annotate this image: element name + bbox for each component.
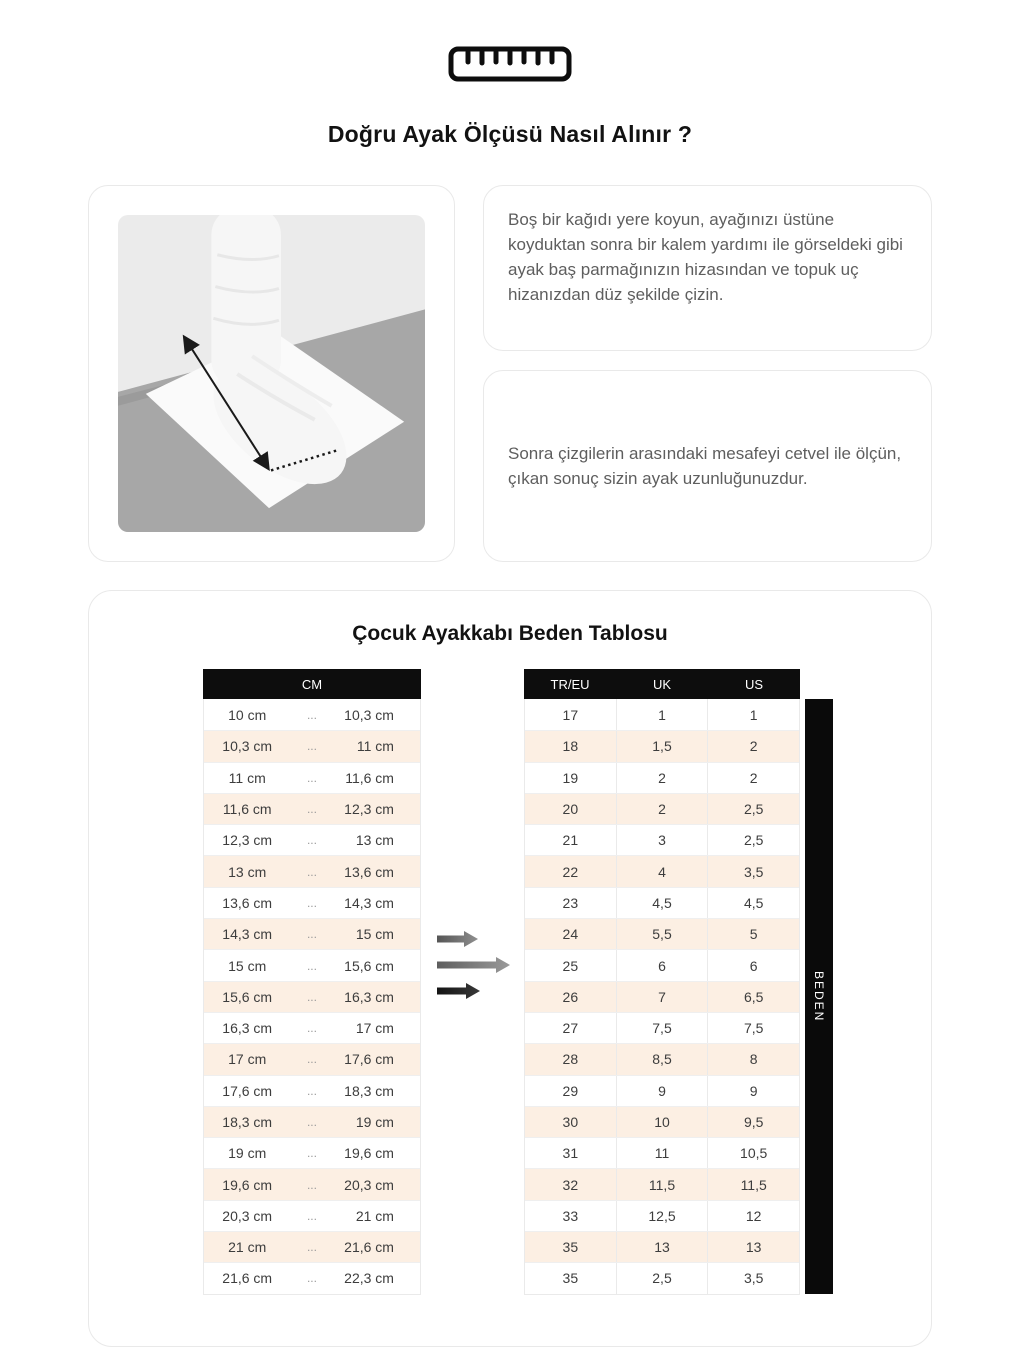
table-cell: ... <box>306 989 317 1004</box>
intl-size-table-row <box>525 887 799 918</box>
table-cell: 4,5 <box>707 888 799 918</box>
table-cell: 15 cm <box>355 926 394 943</box>
table-cell: 11,6 cm <box>222 801 272 818</box>
table-cell: 6 <box>616 950 708 980</box>
table-cell: 16,3 cm <box>222 1020 273 1037</box>
table-cell: 9,5 <box>707 1107 799 1137</box>
intl-size-table-row <box>525 1075 799 1106</box>
table-cell: 10,3 cm <box>344 706 394 723</box>
cm-table-row <box>204 1043 420 1074</box>
table-cell: 22 <box>562 863 579 880</box>
table-cell: 21 <box>562 832 579 849</box>
table-cell: 32 <box>562 1176 579 1193</box>
foot-measurement-illustration <box>118 215 425 532</box>
table-cell: 1,5 <box>616 731 708 761</box>
intl-size-table-body <box>524 699 800 1295</box>
ruler-icon <box>448 46 572 82</box>
intl-size-table-row <box>525 1262 799 1293</box>
table-cell: 13 <box>616 1232 708 1262</box>
table-cell: 21,6 cm <box>222 1270 273 1287</box>
table-cell: 11,6 cm <box>345 769 394 786</box>
cm-table-row <box>204 1075 420 1106</box>
intl-size-table-header <box>524 669 800 699</box>
table-cell: 18,3 cm <box>344 1082 394 1099</box>
instruction-cards <box>483 185 932 562</box>
table-cell: 17,6 cm <box>344 1051 394 1068</box>
table-cell: 7 <box>616 982 708 1012</box>
cm-table-row <box>204 730 420 761</box>
table-cell: 3,5 <box>707 1263 799 1293</box>
beden-side-bar <box>805 699 833 1294</box>
cm-table-row <box>204 1262 420 1293</box>
cm-table-body <box>203 699 421 1295</box>
table-cell: ... <box>306 1271 317 1286</box>
foot-measurement-photo <box>118 215 425 532</box>
table-cell: 35 <box>562 1239 579 1256</box>
header-uk: UK <box>652 676 672 692</box>
table-cell: 29 <box>562 1082 579 1099</box>
table-cell: 24 <box>562 926 579 943</box>
table-cell: 23 <box>562 894 579 911</box>
intl-size-table-row <box>525 1137 799 1168</box>
table-cell: 16,3 cm <box>344 988 394 1005</box>
table-cell: 21 cm <box>355 1207 394 1224</box>
table-cell: 10,3 cm <box>222 738 273 755</box>
cm-table-row <box>204 887 420 918</box>
table-cell: 2 <box>616 794 708 824</box>
cm-table-row <box>204 1106 420 1137</box>
table-cell: 10,5 <box>707 1138 799 1168</box>
table-cell: 15,6 cm <box>222 988 273 1005</box>
header-icon-area <box>0 0 1020 87</box>
table-cell: 2,5 <box>616 1263 708 1293</box>
cm-table <box>203 669 421 1295</box>
table-cell: 11,5 <box>616 1169 708 1199</box>
intl-size-table-row <box>525 1106 799 1137</box>
intl-size-table-row <box>525 981 799 1012</box>
table-cell: 19 <box>562 769 579 786</box>
table-cell: ... <box>306 1146 317 1161</box>
table-cell: 9 <box>616 1076 708 1106</box>
table-cell: ... <box>306 1240 317 1255</box>
intl-size-table-row <box>525 1200 799 1231</box>
table-cell: 11 <box>616 1138 708 1168</box>
cm-table-row <box>204 762 420 793</box>
table-cell: 4 <box>616 856 708 886</box>
table-cell: 10 <box>616 1107 708 1137</box>
header-tr-eu: TR/EU <box>550 676 590 692</box>
table-cell: 21,6 cm <box>344 1239 394 1256</box>
table-cell: 31 <box>562 1145 579 1162</box>
table-cell: 27 <box>562 1020 579 1037</box>
table-cell: 19 cm <box>228 1145 267 1162</box>
table-cell: ... <box>306 1177 317 1192</box>
table-cell: 8,5 <box>616 1044 708 1074</box>
beden-label: BEDEN <box>812 970 826 1023</box>
table-cell: ... <box>306 707 317 722</box>
size-tables <box>203 669 931 1295</box>
table-cell: 28 <box>562 1051 579 1068</box>
table-cell: 5,5 <box>616 919 708 949</box>
table-cell: 12,3 cm <box>344 801 394 818</box>
size-table-card <box>88 590 932 1347</box>
cm-table-row <box>204 1231 420 1262</box>
table-cell: 25 <box>562 957 579 974</box>
instruction-step-2-text: Sonra çizgilerin arasındaki mesafeyi cetvel ile ölçün, çıkan sonuç sizin ayak uzunluğunuzdur. <box>508 444 902 488</box>
cm-table-row <box>204 824 420 855</box>
table-cell: 18 <box>562 738 579 755</box>
intl-size-table-row <box>525 699 799 730</box>
instructions-section <box>88 185 932 562</box>
intl-size-table-row <box>525 1012 799 1043</box>
page-title: Doğru Ayak Ölçüsü Nasıl Alınır ? <box>327 121 693 147</box>
intl-size-table-row <box>525 762 799 793</box>
table-cell: 13,6 cm <box>222 894 273 911</box>
table-cell: 5 <box>707 919 799 949</box>
table-cell: 2 <box>616 763 708 793</box>
table-cell: 13 cm <box>355 832 394 849</box>
cm-table-row <box>204 1168 420 1199</box>
table-cell: 7,5 <box>616 1013 708 1043</box>
table-cell: 30 <box>562 1114 579 1130</box>
intl-size-table-row <box>525 1231 799 1262</box>
table-cell: 17 cm <box>355 1020 394 1037</box>
table-cell: 13 cm <box>228 863 267 880</box>
table-cell: ... <box>306 770 317 785</box>
table-cell: 3 <box>616 825 708 855</box>
cm-table-row <box>204 855 420 886</box>
table-cell: 22,3 cm <box>344 1270 394 1287</box>
size-conversion-arrows-icon <box>437 931 515 999</box>
table-cell: 6,5 <box>707 982 799 1012</box>
table-cell: 19 cm <box>355 1114 394 1130</box>
intl-size-table-row <box>525 949 799 980</box>
table-cell: 2 <box>707 731 799 761</box>
table-cell: 17,6 cm <box>222 1082 273 1099</box>
intl-size-table-row <box>525 918 799 949</box>
table-cell: 20 <box>562 801 579 818</box>
instruction-step-1 <box>483 185 932 351</box>
table-cell: 18,3 cm <box>222 1114 273 1130</box>
table-cell: ... <box>306 1052 317 1067</box>
intl-size-table <box>524 669 800 1295</box>
table-gap <box>421 669 524 1295</box>
table-cell: ... <box>306 1208 317 1223</box>
table-cell: ... <box>306 1021 317 1036</box>
table-cell: 12,5 <box>616 1201 708 1231</box>
table-cell: 9 <box>707 1076 799 1106</box>
table-cell: 21 cm <box>228 1239 267 1256</box>
table-cell: 11,5 <box>707 1169 799 1199</box>
table-cell: 26 <box>562 988 579 1005</box>
table-cell: 12,3 cm <box>222 832 273 849</box>
instruction-step-1-text: Boş bir kağıdı yere koyun, ayağınızı üstüne koyduktan sonra bir kalem yardımı ile görseldeki gibi ayak baş parmağınızın hizasından ve topuk uç hizanızdan düz şekilde çizin. <box>508 210 903 304</box>
table-cell: ... <box>306 1083 317 1098</box>
table-cell: ... <box>306 739 317 754</box>
table-cell: ... <box>306 864 317 879</box>
table-cell: 1 <box>707 699 799 730</box>
table-cell: 14,3 cm <box>222 926 273 943</box>
table-cell: 11 cm <box>356 738 394 755</box>
cm-table-row <box>204 981 420 1012</box>
header-us: US <box>744 676 764 692</box>
table-cell: 19,6 cm <box>222 1176 273 1193</box>
table-cell: 17 <box>562 706 579 723</box>
table-cell: ... <box>306 927 317 942</box>
table-cell: 3,5 <box>707 856 799 886</box>
cm-table-row <box>204 1137 420 1168</box>
instruction-step-2 <box>483 370 932 562</box>
table-cell: ... <box>306 958 317 973</box>
table-cell: 14,3 cm <box>344 894 394 911</box>
intl-size-table-row <box>525 1043 799 1074</box>
table-cell: 15 cm <box>228 957 267 974</box>
intl-size-table-row <box>525 730 799 761</box>
table-cell: ... <box>306 833 317 848</box>
table-cell: 2,5 <box>707 825 799 855</box>
table-cell: 19,6 cm <box>344 1145 394 1162</box>
table-cell: 7,5 <box>707 1013 799 1043</box>
table-cell: 13 <box>707 1232 799 1262</box>
table-cell: 12 <box>707 1201 799 1231</box>
intl-size-table-row <box>525 793 799 824</box>
table-cell: 4,5 <box>616 888 708 918</box>
table-cell: 6 <box>707 950 799 980</box>
table-cell: 35 <box>562 1270 579 1287</box>
table-cell: 11 cm <box>228 769 266 786</box>
cm-table-row <box>204 949 420 980</box>
table-cell: 13,6 cm <box>344 863 394 880</box>
table-cell: 20,3 cm <box>222 1207 273 1224</box>
table-cell: 10 cm <box>228 706 267 723</box>
intl-size-table-row <box>525 1168 799 1199</box>
table-cell: ... <box>306 802 317 817</box>
intl-size-table-row <box>525 855 799 886</box>
table-cell: 8 <box>707 1044 799 1074</box>
table-cell: 15,6 cm <box>344 957 394 974</box>
intl-size-table-row <box>525 824 799 855</box>
size-table-title: Çocuk Ayakkabı Beden Tablosu <box>352 622 668 645</box>
cm-table-row <box>204 1200 420 1231</box>
cm-table-row <box>204 918 420 949</box>
table-cell: 2,5 <box>707 794 799 824</box>
table-cell: 1 <box>616 699 708 730</box>
table-cell: ... <box>306 1115 317 1129</box>
table-cell: 17 cm <box>228 1051 267 1068</box>
table-cell: ... <box>306 895 317 910</box>
table-cell: 33 <box>562 1207 579 1224</box>
foot-photo-card <box>88 185 455 562</box>
cm-table-row <box>204 699 420 730</box>
table-cell: 2 <box>707 763 799 793</box>
cm-table-header: CM <box>203 669 421 699</box>
table-cell: 20,3 cm <box>344 1176 394 1193</box>
cm-table-row <box>204 1012 420 1043</box>
cm-table-row <box>204 793 420 824</box>
